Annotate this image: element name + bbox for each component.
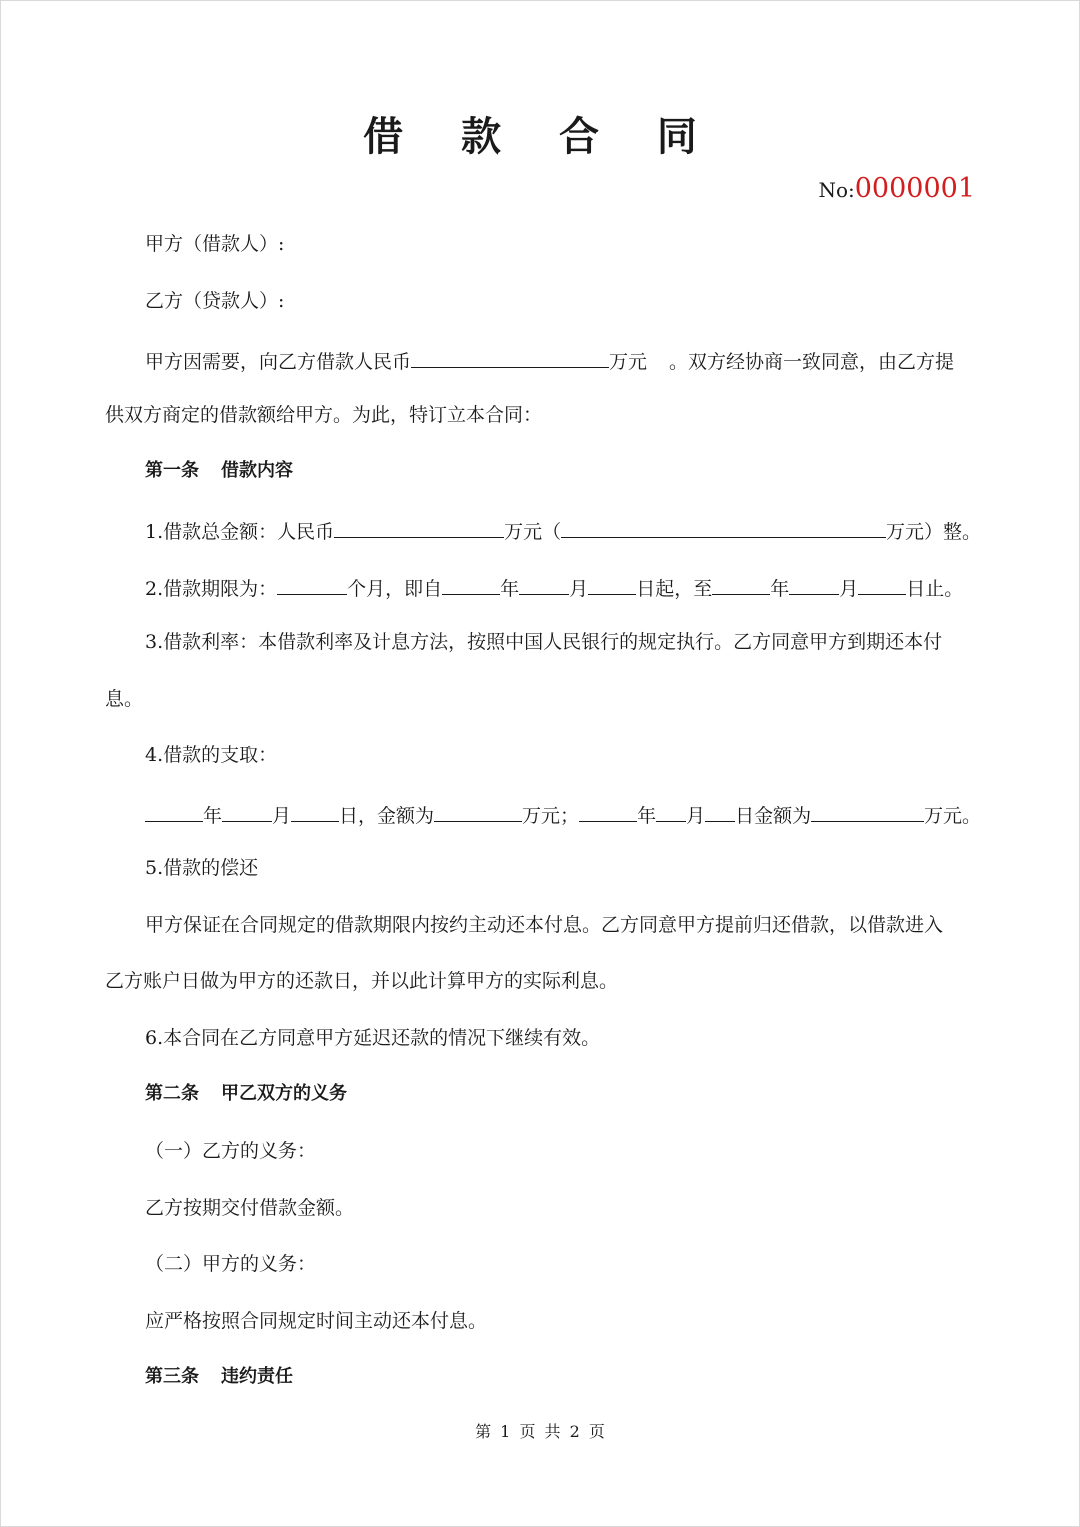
item-2-day-start: 日起，至 bbox=[636, 578, 713, 600]
item-1-unit-1: 万元（ bbox=[504, 521, 562, 543]
item-5-label: 5.借款的偿还 bbox=[145, 857, 259, 879]
draw-year-blank[interactable] bbox=[145, 795, 203, 822]
footer-total-pages: 2 bbox=[569, 1422, 582, 1441]
contract-number-value: 0000001 bbox=[854, 173, 975, 204]
duty-a-text: 应严格按照合同规定时间主动还本付息。 bbox=[145, 1310, 488, 1332]
item-4-year-2: 年 bbox=[637, 805, 657, 827]
item-3-line-2: 息。 bbox=[105, 688, 144, 710]
article-3-title: 违约责任 bbox=[221, 1366, 293, 1387]
intro-unit: 万元 bbox=[609, 351, 648, 373]
item-2-label: 2.借款期限为： bbox=[145, 578, 278, 600]
item-4-label: 4.借款的支取： bbox=[145, 744, 278, 766]
item-2-year: 年 bbox=[500, 578, 520, 600]
item-1-unit-2: 万元）整。 bbox=[885, 521, 981, 543]
total-amount-blank[interactable] bbox=[334, 511, 504, 538]
contract-number-prefix: No: bbox=[818, 178, 855, 202]
draw-day-2-blank[interactable] bbox=[705, 795, 735, 822]
item-1-label: 1.借款总金额：人民币 bbox=[145, 521, 335, 543]
article-2-number: 第二条 bbox=[145, 1083, 199, 1104]
party-b-line: 乙方（贷款人）: bbox=[145, 290, 285, 312]
item-2-months: 个月，即自 bbox=[347, 578, 443, 600]
item-3-line-1: 3.借款利率：本借款利率及计息方法，按照中国人民银行的规定执行。乙方同意甲方到期还本付 bbox=[145, 631, 943, 653]
article-2-title: 甲乙双方的义务 bbox=[221, 1083, 347, 1104]
draw-year-2-blank[interactable] bbox=[579, 795, 637, 822]
draw-day-blank[interactable] bbox=[291, 795, 339, 822]
months-blank[interactable] bbox=[277, 568, 347, 595]
article-1-number: 第一条 bbox=[145, 460, 199, 481]
draw-month-2-blank[interactable] bbox=[656, 795, 686, 822]
start-year-blank[interactable] bbox=[442, 568, 500, 595]
item-6-line: 6.本合同在乙方同意甲方延迟还款的情况下继续有效。 bbox=[145, 1027, 601, 1049]
end-year-blank[interactable] bbox=[712, 568, 770, 595]
item-4-line bbox=[105, 795, 981, 829]
item-5-line-2: 乙方账户日做为甲方的还款日，并以此计算甲方的实际利息。 bbox=[105, 970, 619, 992]
article-1-title: 借款内容 bbox=[221, 460, 293, 481]
intro-text-2: 。双方经协商一致同意，由乙方提 bbox=[669, 351, 955, 373]
footer-prefix: 第 bbox=[475, 1422, 494, 1441]
item-4-month: 月 bbox=[272, 805, 292, 827]
article-1-heading bbox=[105, 454, 981, 488]
intro-text-1: 甲方因需要，向乙方借款人民币 bbox=[145, 351, 412, 373]
item-2-day-end: 日止。 bbox=[906, 578, 964, 600]
footer-page-number: 1 bbox=[500, 1422, 513, 1441]
party-a-line: 甲方（借款人）: bbox=[145, 233, 285, 255]
item-4-unit-2: 万元。 bbox=[923, 805, 981, 827]
page-footer bbox=[1, 1419, 1080, 1442]
item-4-day: 日，金额为 bbox=[339, 805, 435, 827]
item-2-year-2: 年 bbox=[770, 578, 790, 600]
draw-amount-2-blank[interactable] bbox=[811, 795, 924, 822]
duty-a-label: （二）甲方的义务： bbox=[145, 1253, 317, 1275]
end-day-blank[interactable] bbox=[858, 568, 906, 595]
start-day-blank[interactable] bbox=[588, 568, 636, 595]
item-4-month-2: 月 bbox=[686, 805, 706, 827]
end-month-blank[interactable] bbox=[789, 568, 839, 595]
item-4-unit: 万元； bbox=[522, 805, 580, 827]
item-1-line bbox=[105, 511, 981, 545]
draw-amount-blank[interactable] bbox=[434, 795, 522, 822]
article-3-heading bbox=[105, 1360, 981, 1394]
total-amount-words-blank[interactable] bbox=[561, 511, 886, 538]
document-title: 借 款 合 同 bbox=[363, 114, 719, 160]
contract-number bbox=[818, 173, 975, 204]
item-4-day-2: 日金额为 bbox=[735, 805, 812, 827]
draw-month-blank[interactable] bbox=[222, 795, 272, 822]
start-month-blank[interactable] bbox=[519, 568, 569, 595]
loan-amount-blank[interactable] bbox=[411, 341, 609, 368]
article-3-number: 第三条 bbox=[145, 1366, 199, 1387]
item-5-line-1: 甲方保证在合同规定的借款期限内按约主动还本付息。乙方同意甲方提前归还借款，以借款进入 bbox=[145, 914, 944, 936]
item-2-month: 月 bbox=[569, 578, 589, 600]
item-2-line bbox=[105, 568, 981, 602]
intro-line-2: 供双方商定的借款额给甲方。为此，特订立本合同： bbox=[105, 404, 543, 426]
duty-b-text: 乙方按期交付借款金额。 bbox=[145, 1197, 355, 1219]
intro-line-1 bbox=[105, 341, 981, 375]
footer-mid: 页 共 bbox=[519, 1422, 563, 1441]
footer-suffix: 页 bbox=[588, 1422, 607, 1441]
item-2-month-2: 月 bbox=[839, 578, 859, 600]
item-4-year: 年 bbox=[203, 805, 223, 827]
article-2-heading bbox=[105, 1077, 981, 1111]
duty-b-label: （一）乙方的义务： bbox=[145, 1140, 317, 1162]
